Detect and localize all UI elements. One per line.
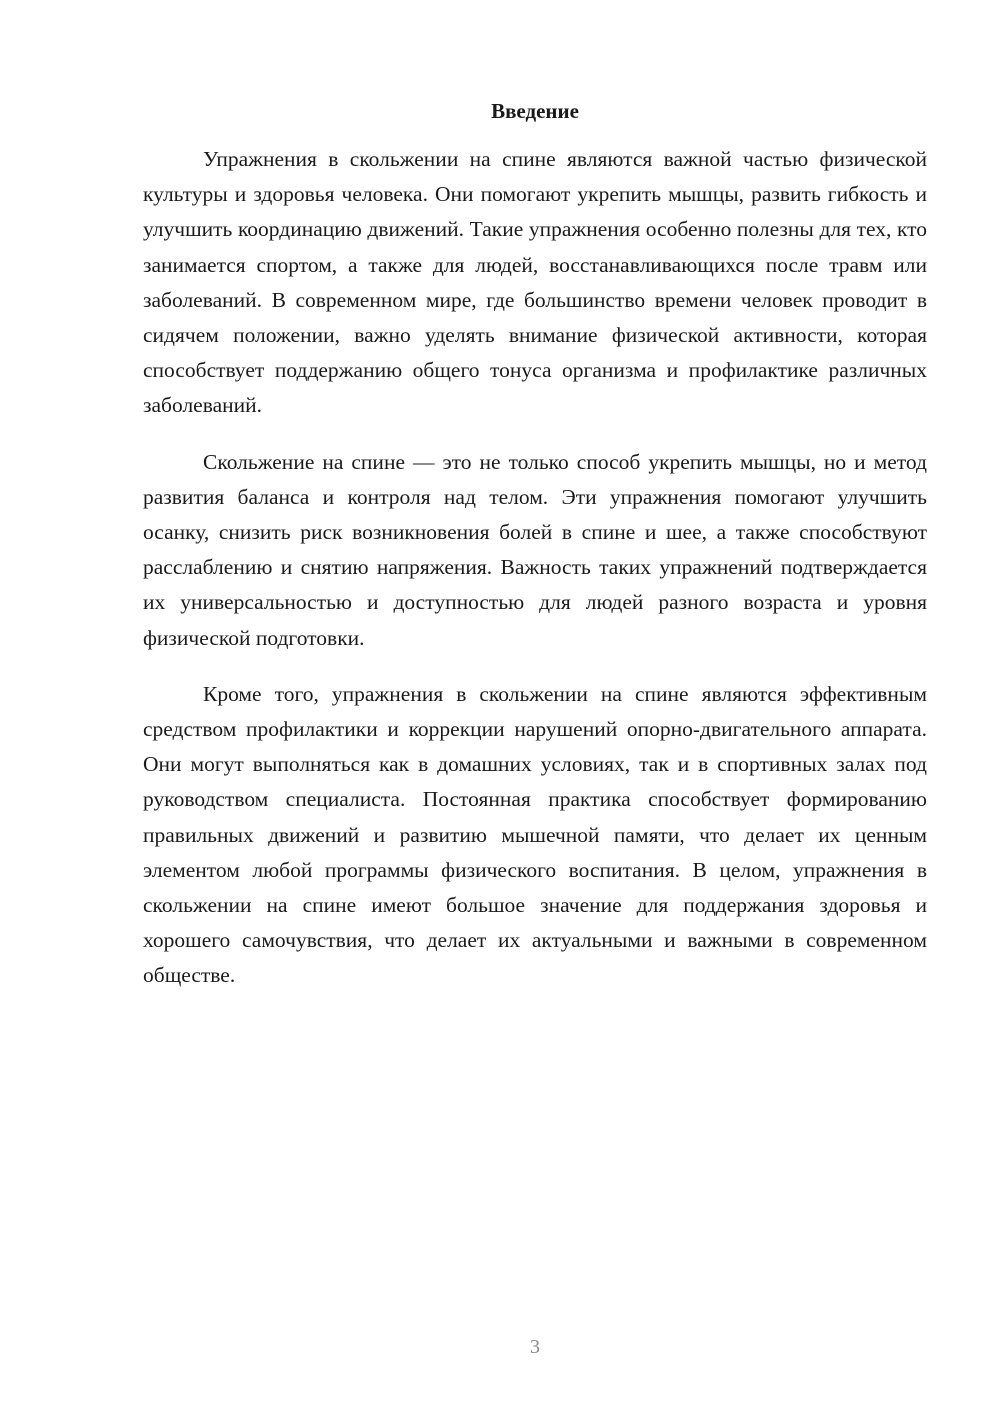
paragraph-1: Упражнения в скольжении на спине являются важной частью физической культуры и здоровья человека. Они помогают укрепить мышцы, развить гибкость и улучшить координацию движений. Такие упражнения особенно полезны для тех, кто занимается спортом, а также для людей, восстанавливающихся после травм или заболеваний. В современном мире, где большинство времени человек проводит в сидячем положении, важно уделять внимание физической активности, которая способствует поддержанию общего тонуса организма и профилактике различных заболеваний.: [143, 147, 927, 418]
section-heading: Введение: [491, 99, 579, 123]
body-text: [143, 142, 927, 1015]
paragraph-3: Кроме того, упражнения в скольжении на спине являются эффективным средством профилактики и коррекции нарушений опорно-двигательного аппарата. Они могут выполняться как в домашних условиях, так и в спортивных залах под руководством специалиста. Постоянная практика способствует формированию правильных движений и развитию мышечной памяти, что делает их ценным элементом любой программы физического воспитания. В целом, упражнения в скольжении на спине имеют большое значение для поддержания здоровья и хорошего самочувствия, что делает их актуальными и важными в современном обществе.: [143, 681, 927, 988]
paragraph-2: Скольжение на спине — это не только способ укрепить мышцы, но и метод развития баланса и контроля над телом. Эти упражнения помогают улучшить осанку, снизить риск возникновения болей в спине и шее, а также способствуют расслаблению и снятию напряжения. Важность таких упражнений подтверждается их универсальностью и доступностью для людей разного возраста и уровня физической подготовки.: [143, 449, 927, 650]
page-number: 3: [530, 1336, 540, 1358]
